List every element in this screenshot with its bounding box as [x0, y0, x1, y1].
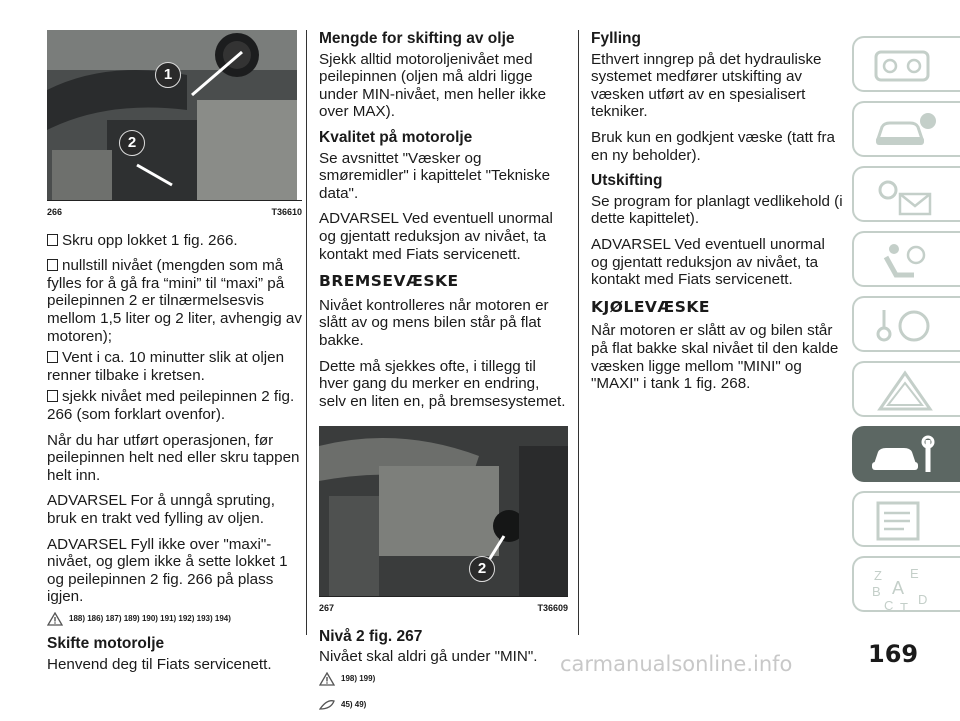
bullet-3: Vent i ca. 10 minutter slik at oljen renner tilbake i kretsen. [47, 349, 285, 384]
section-heading: Fylling [591, 30, 641, 47]
figure-number: 267 [319, 603, 335, 614]
tab-lights-messages[interactable] [852, 166, 960, 222]
tab-starting-driving[interactable] [852, 296, 960, 352]
tab-emergency[interactable] [852, 361, 960, 417]
paragraph: Se avsnittet "Væsker og smøremidler" i kapittelet "Tekniske data". [319, 149, 551, 202]
bullet-4: sjekk nivået med peilepinnen 2 fig. 266 (som forklart ovenfor). [47, 388, 295, 423]
warning-text: ADVARSEL Ved eventuell unormal og gjentatt reduksjon av nivået, ta kontakt med Fiats servicenett. [319, 210, 553, 263]
page-number: 169 [868, 640, 919, 668]
checkbox-icon [47, 259, 58, 271]
key-steering-icon [870, 304, 940, 348]
tab-safety[interactable] [852, 231, 960, 287]
paragraph: Dette må sjekkes ofte, i tillegg til hver gang du merker en endring, selv en liten en, på bremsesystemet. [319, 357, 566, 410]
figure-caption-267 [319, 596, 568, 618]
car-dashboard-icon [870, 44, 940, 88]
warning-refs: 198) 199) [319, 670, 568, 688]
bullet-2: nullstill nivået (mengden som må fylles for å gå fra “mini” til “maxi” på peilepinnen 2 er tilnærmelsesvis mellom 1,5 liter og 2 liter, avhengig av motoren); [47, 257, 302, 345]
car-info-icon [870, 109, 940, 153]
engine-photo-267 [319, 426, 568, 596]
section-heading: Mengde for skifting av olje [319, 30, 515, 47]
lights-mail-icon [870, 174, 940, 218]
svg-text:Z: Z [874, 568, 882, 583]
chapter-heading: KJØLEVÆSKE [591, 297, 710, 316]
tab-maintenance[interactable] [852, 426, 960, 482]
paragraph: Ethvert inngrep på det hydrauliske systemet medfører utskifting av væsken utført av en spesialisert tekniker. [591, 50, 822, 121]
warning-triangle-icon [870, 369, 940, 413]
svg-text:E: E [910, 566, 919, 581]
column-divider [306, 30, 307, 635]
section-heading: Utskifting [591, 172, 663, 190]
warning-text: ADVARSEL For å unngå spruting, bruk en trakt ved fylling av oljen. [47, 492, 275, 527]
checkbox-icon [47, 390, 58, 402]
figure-266 [47, 30, 297, 200]
paragraph: Nivået skal aldri gå under "MIN". [319, 648, 538, 666]
svg-text:A: A [892, 578, 905, 598]
paragraph: Bruk kun en godkjent væske (tatt fra en ny beholder). [591, 128, 835, 164]
seat-airbag-icon [870, 239, 940, 283]
svg-text:D: D [918, 592, 928, 607]
paragraph: Se program for planlagt vedlikehold (i dette kapittelet). [591, 192, 843, 228]
car-wrench-icon [870, 434, 940, 478]
paragraph: Nivået kontrolleres når motoren er slått av og mens bilen står på flat bakke. [319, 296, 549, 349]
column-divider [578, 30, 579, 635]
checkbox-icon [47, 351, 58, 363]
callout-2: 2 [119, 130, 145, 156]
index-letters-icon [870, 564, 940, 614]
figure-code: T36609 [537, 603, 568, 614]
engine-photo-266 [47, 30, 297, 200]
checklist-icon [870, 499, 940, 543]
warning-text: ADVARSEL Ved eventuell unormal og gjentatt reduksjon av nivået, ta kontakt med Fiats servicenett. [591, 235, 825, 289]
figure-code: T36610 [271, 207, 302, 217]
svg-text:C: C [884, 598, 894, 613]
section-heading: Kvalitet på motorolje [319, 128, 473, 146]
environment-note-icon [319, 697, 335, 711]
tab-car-info[interactable] [852, 101, 960, 157]
note-refs: 45) 49) [319, 696, 568, 714]
paragraph: Sjekk alltid motoroljenivået med peilepinnen (oljen må aldri ligge under MIN-nivået, men heller ikke over MAX). [319, 50, 547, 121]
column-2 [319, 30, 568, 721]
figure-267 [319, 426, 568, 596]
svg-text:T: T [900, 600, 908, 614]
figure-number: 266 [47, 207, 63, 217]
tab-dashboard[interactable] [852, 36, 960, 92]
tab-technical-data[interactable] [852, 491, 960, 547]
paragraph: Henvend deg til Fiats servicenett. [47, 656, 272, 674]
checkbox-icon [47, 234, 58, 246]
warning-refs: 188) 186) 187) 189) 190) 191) 192) 193) 194) [47, 610, 302, 628]
warning-text: ADVARSEL Fyll ikke over "maxi"-nivået, og glem ikke å sette lokket 1 og peilepinnen 2 fig. 266 på plass igjen. [47, 535, 288, 606]
figure-caption-266 [47, 200, 302, 222]
svg-text:B: B [872, 584, 881, 599]
callout-1: 1 [155, 62, 181, 88]
bullet-1: Skru opp lokket 1 fig. 266. [47, 232, 302, 250]
column-1 [47, 30, 302, 682]
section-heading: Nivå 2 fig. 267 [319, 627, 423, 645]
paragraph: Når du har utført operasjonen, før peilepinnen helt ned eller skru tappen helt inn. [47, 431, 300, 484]
column-3 [591, 30, 843, 401]
warning-triangle-icon [319, 672, 335, 686]
chapter-heading: BREMSEVÆSKE [319, 272, 459, 291]
callout-2: 2 [469, 556, 495, 582]
section-heading: Skifte motorolje [47, 635, 165, 653]
paragraph: Når motoren er slått av og bilen står på flat bakke skal nivået til den kalde væsken ligge mellom "MINI" og "MAXI" i tank 1 fig. 268. [591, 322, 839, 393]
warning-triangle-icon [47, 612, 63, 626]
watermark: carmanualsonline.info [560, 652, 793, 676]
tab-index[interactable] [852, 556, 960, 612]
